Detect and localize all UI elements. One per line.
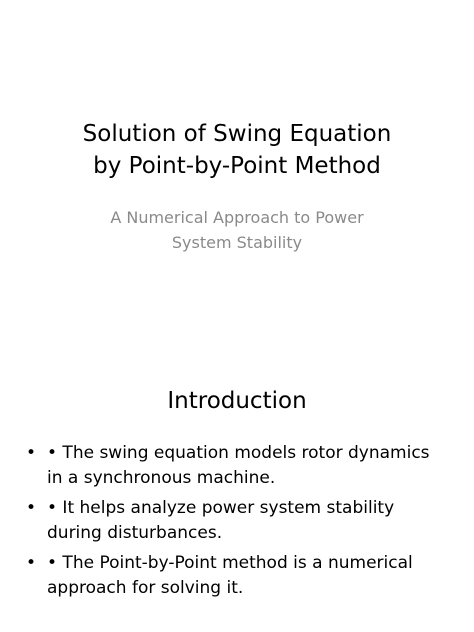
bullet-item <box>26 551 446 601</box>
bullet-line: approach for solving it. <box>47 578 244 598</box>
introduction-slide <box>0 356 474 632</box>
slide-title <box>0 118 474 182</box>
bullet-list <box>26 441 446 606</box>
bullet-line: during disturbances. <box>47 523 223 543</box>
bullet-marker: • <box>26 443 37 463</box>
bullet-line: • It helps analyze power system stability <box>47 498 395 518</box>
bullet-item <box>26 496 446 546</box>
slide-subtitle-line-2: System Stability <box>171 233 303 252</box>
slide-subtitle <box>0 205 474 255</box>
section-title: Introduction <box>167 388 307 414</box>
bullet-marker: • <box>26 498 37 518</box>
bullet-marker: • <box>26 553 37 573</box>
slide-title-line-2: by Point-by-Point Method <box>93 153 381 179</box>
bullet-line: • The swing equation models rotor dynamics <box>47 443 430 463</box>
slide-subtitle-line-1: A Numerical Approach to Power <box>110 208 364 227</box>
bullet-line: • The Point-by-Point method is a numerical <box>47 553 413 573</box>
bullet-line: in a synchronous machine. <box>47 468 276 488</box>
slide-title-line-1: Solution of Swing Equation <box>82 121 392 147</box>
bullet-item <box>26 441 446 491</box>
